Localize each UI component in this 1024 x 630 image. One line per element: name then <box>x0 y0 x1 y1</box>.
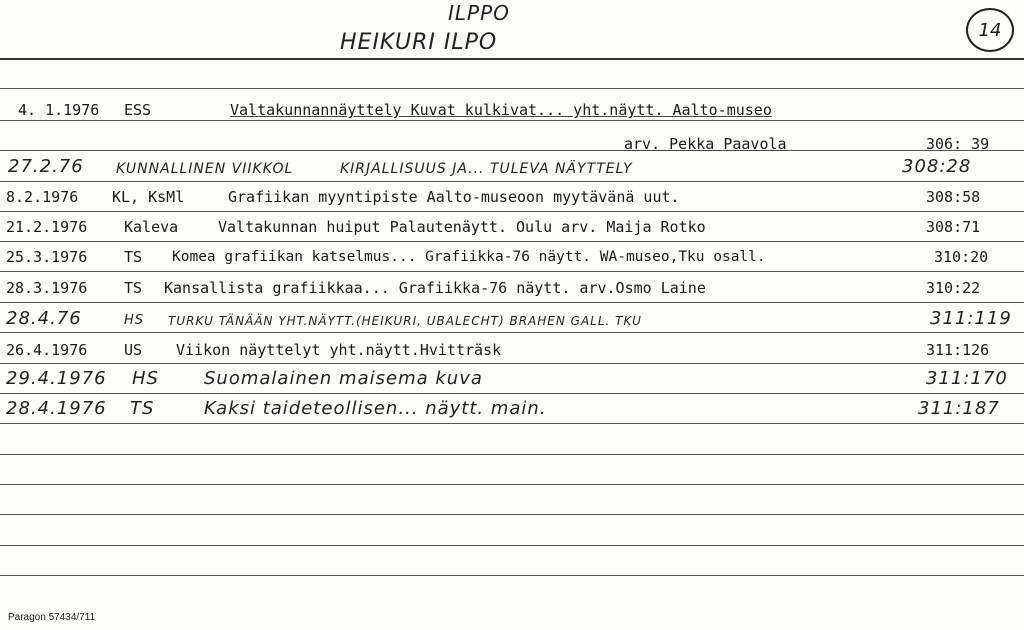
row-text: Komea grafiikan katselmus... Grafiikka-76 näytt. WA-museo,Tku osall. <box>172 249 766 265</box>
row-paper: TS <box>130 398 155 419</box>
card-name: HEIKURI ILPO <box>340 30 498 55</box>
row-date: 28.3.1976 <box>6 279 88 297</box>
row-text: arv. Pekka Paavola <box>624 135 787 153</box>
row-ref: 311:170 <box>926 368 1008 389</box>
row-text: Suomalainen maisema kuva <box>204 368 483 389</box>
row-ref: 311:119 <box>930 308 1012 329</box>
rule-line <box>0 332 1024 333</box>
card-number-badge <box>966 8 1014 52</box>
row-text: Kaksi taideteollisen... näytt. main. <box>204 398 547 419</box>
row-date: 25.3.1976 <box>6 248 88 266</box>
rule-line <box>0 241 1024 242</box>
rule-line <box>0 484 1024 485</box>
rule-line <box>0 454 1024 455</box>
row-ref: 311:187 <box>918 398 1000 419</box>
row-ref: 310:22 <box>926 279 981 297</box>
name-correction: ILPPO <box>448 1 510 25</box>
row-text: TURKU TÄNÄÄN YHT.NÄYTT.(HEIKURI, UBALECHT) BRAHEN GALL. TKU <box>168 314 642 328</box>
row-ref: 310:20 <box>934 248 989 266</box>
rule-line <box>0 302 1024 303</box>
row-date: 21.2.1976 <box>6 218 88 236</box>
row-ref: 308:71 <box>926 218 981 236</box>
row-date: 26.4.1976 <box>6 341 88 359</box>
row-paper: TS <box>124 248 143 266</box>
row-text: Grafiikan myyntipiste Aalto-museoon myytävänä uut. <box>228 188 680 206</box>
rule-line <box>0 150 1024 151</box>
row-date: 4. 1.1976 <box>18 101 100 119</box>
row-paper: HS <box>132 368 159 389</box>
row-ref: 311:126 <box>926 341 990 359</box>
row-ref: 308:28 <box>902 156 972 177</box>
row-date: 27.2.76 <box>8 156 84 177</box>
row-date: 29.4.1976 <box>6 368 107 389</box>
card-footer: Paragon 57434/711 <box>8 612 96 623</box>
rule-line <box>0 514 1024 515</box>
rule-line <box>0 363 1024 364</box>
rule-line <box>0 181 1024 182</box>
row-paper: HS <box>124 313 145 328</box>
row-text: Valtakunnan huiput Palautenäytt. Oulu arv. Maija Rotko <box>218 218 706 236</box>
row-ref: 308:58 <box>926 188 981 206</box>
row-text: Viikon näyttelyt yht.näytt.Hvitträsk <box>176 341 502 359</box>
row-text: Valtakunnannäyttely Kuvat kulkivat... yht.näytt. Aalto-museo <box>230 101 772 119</box>
rule-line <box>0 88 1024 89</box>
row-date: 8.2.1976 <box>6 188 79 206</box>
row-text: KIRJALLISUUS JA... TULEVA NÄYTTELY <box>340 161 633 177</box>
row-paper: TS <box>124 279 143 297</box>
rule-line <box>0 423 1024 424</box>
rule-line <box>0 120 1024 121</box>
row-paper: KL, KsMl <box>112 188 185 206</box>
row-date: 28.4.1976 <box>6 398 107 419</box>
row-paper: US <box>124 341 143 359</box>
card-number: 14 <box>978 19 1002 41</box>
row-paper: KUNNALLINEN VIIKKOL <box>116 161 294 177</box>
header-rule <box>0 58 1024 60</box>
row-paper: ESS <box>124 101 152 119</box>
row-paper: Kaleva <box>124 218 179 236</box>
rule-line <box>0 575 1024 576</box>
rule-line <box>0 211 1024 212</box>
row-date: 28.4.76 <box>6 308 82 329</box>
row-text: Kansallista grafiikkaa... Grafiikka-76 näytt. arv.Osmo Laine <box>164 279 706 297</box>
row-ref: 306: 39 <box>926 135 990 153</box>
rule-line <box>0 545 1024 546</box>
rule-line <box>0 393 1024 394</box>
rule-line <box>0 271 1024 272</box>
